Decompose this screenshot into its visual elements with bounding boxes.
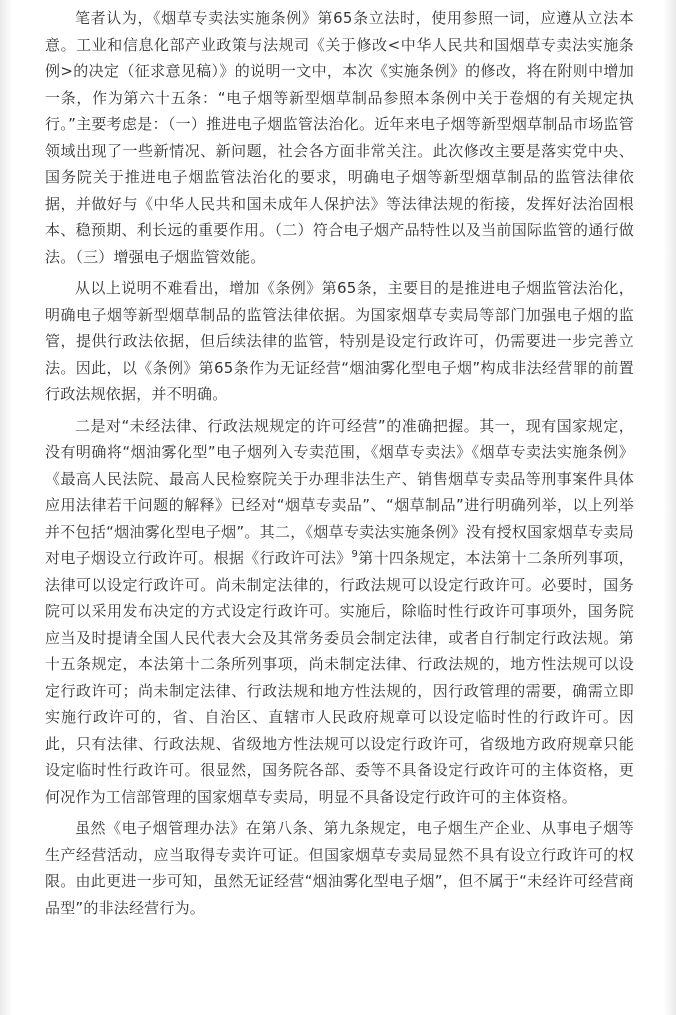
paragraph-3 [45,413,634,811]
paragraph-1: 笔者认为，《烟草专卖法实施条例》第65条立法时，使用参照一词，应遵从立法本意。工业和信息化部产业政策与法规司《关于修改<中华人民共和国烟草专卖法实施条例>的决定（征求意见稿）》的说明一文中，本次《实施条例》的修改，将在附则中增加一条，作为第六十五条：“电子烟等新型烟草制品参照本条例中关于卷烟的有关规定执行。”主要考虑是：（一）推进电子烟监管法治化。近年来电子烟等新型烟草制品市场监管领域出现了一些新情况、新问题，社会各方面非常关注。此次修改主要是落实党中央、国务院关于推进电子烟监管法治化的要求，明确电子烟等新型烟草制品的监管法律依据，并做好与《中华人民共和国未成年人保护法》等法律法规的衔接，发挥好法治固根本、稳预期、利长远的重要作用。（二）符合电子烟产品特性以及当前国际监管的通行做法。（三）增强电子烟监管效能。 [45,9,634,266]
paragraph-2: 从以上说明不难看出，增加《条例》第65条，主要目的是推进电子烟监管法治化，明确电子烟等新型烟草制品的监管法律依据。为国家烟草专卖局等部门加强电子烟的监管，提供行政法依据，但后续法律的监管，特别是设定行政许可，仍需要进一步完善立法。因此，以《条例》第65条作为无证经营“烟油雾化型电子烟”构成非法经营罪的前置行政法规依据，并不明确。 [45,279,634,403]
footnote-marker: 9 [351,549,359,560]
paragraph-3-part-2: 第十四条规定，本法第十二条所列事项，法律可以设定行政许可。尚未制定法律的，行政法规可以设定行政许可。必要时，国务院可以采用发布决定的方式设定行政许可。实施后，除临时性行政许可事项外，国务院应当及时提请全国人民代表大会及其常务委员会制定法律，或者自行制定行政法规。第十五条规定，本法第十二条所列事项，尚未制定法律、行政法规的，地方性法规可以设定行政许可；尚未制定法律、行政法规和地方性法规的，因行政管理的需要，确需立即实施行政许可的，省、自治区、直辖市人民政府规章可以设定临时性的行政许可。因此，只有法律、行政法规、省级地方性法规可以设定行政许可，省级地方政府规章只能设定临时性行政许可。很显然，国务院各部、委等不具备设定行政许可的主体资格，更何况作为工信部管理的国家烟草专卖局，明显不具备设定行政许可的主体资格。 [45,549,634,806]
paragraph-3-part-1: 二是对“未经法律、行政法规规定的许可经营”的准确把握。其一，现有国家规定，没有明确将“烟油雾化型”电子烟列入专卖范围，《烟草专卖法》《烟草专卖法实施条例》《最高人民法院、最高人民检察院关于办理非法生产、销售烟草专卖品等刑事案件具体应用法律若干问题的解释》已经对“烟草专卖品”、“烟草制品”进行明确列举，以上列举并不包括“烟油雾化型电子烟”。其二，《烟草专卖法实施条例》没有授权国家烟草专卖局对电子烟设立行政许可。根据《行政许可法》 [45,416,634,567]
page-shadow-right [664,0,676,1015]
page-shadow-left [0,0,12,1015]
paragraph-4: 虽然《电子烟管理办法》在第八条、第九条规定，电子烟生产企业、从事电子烟等生产经营活动，应当取得专卖许可证。但国家烟草专卖局显然不具有设立行政许可的权限。由此更进一步可知，虽然无证经营“烟油雾化型电子烟”，但不属于“未经许可经营商品型”的非法经营行为。 [45,819,634,917]
article-body [45,5,634,926]
